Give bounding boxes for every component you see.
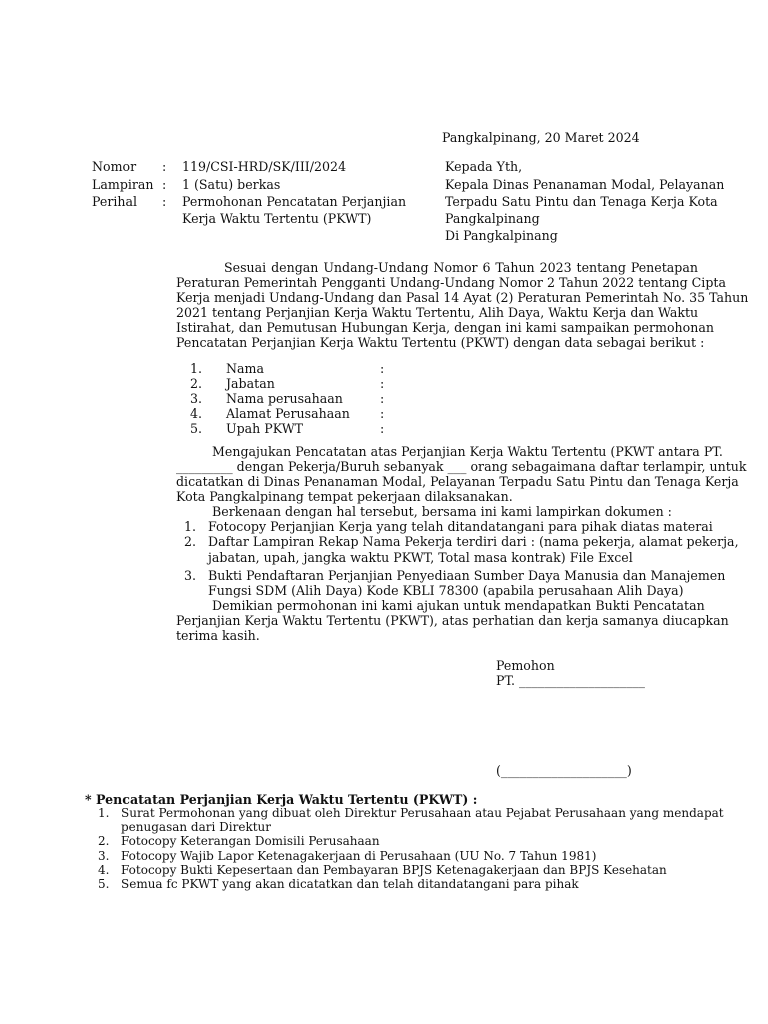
field-label: Nama xyxy=(226,361,264,376)
intro-line: Istirahat, dan Pemutusan Hubungan Kerja, dengan ini kami sampaikan permohonan xyxy=(176,320,714,335)
signature-company: PT. ____________________ xyxy=(496,673,645,688)
meta-label-nomor: Nomor xyxy=(92,159,137,174)
meta-sep: : xyxy=(162,177,167,192)
field-number: 1. xyxy=(190,361,203,376)
intro-line: 2021 tentang Perjanjian Kerja Waktu Tertentu, Alih Daya, Waktu Kerja dan Waktu xyxy=(176,305,699,320)
intro-line: Peraturan Pemerintah Pengganti Undang-Undang Nomor 2 Tahun 2022 tentang Cipta xyxy=(176,275,726,290)
intro-line: Sesuai dengan Undang-Undang Nomor 6 Tahun 2023 tentang Penetapan xyxy=(224,260,698,275)
field-sep: : xyxy=(380,406,385,421)
field-sep: : xyxy=(380,376,385,391)
document-line: Bukti Pendaftaran Perjanjian Penyediaan Sumber Daya Manusia dan Manajemen xyxy=(208,568,726,583)
note-line: Fotocopy Wajib Lapor Ketenagakerjaan di Perusahaan (UU No. 7 Tahun 1981) xyxy=(121,849,597,863)
document-line: jabatan, upah, jangka waktu PKWT, Total masa kontrak) File Excel xyxy=(208,550,633,565)
recipient-line: Terpadu Satu Pintu dan Tenaga Kerja Kota xyxy=(445,194,718,209)
submission-line: Kota Pangkalpinang tempat pekerjaan dilaksanakan. xyxy=(176,489,513,504)
meta-value-perihal: Permohonan Pencatatan Perjanjian xyxy=(182,194,407,209)
field-sep: : xyxy=(380,421,385,436)
note-heading: * Pencatatan Perjanjian Kerja Waktu Tertentu (PKWT) : xyxy=(85,792,478,807)
field-label: Nama perusahaan xyxy=(226,391,343,406)
meta-label-lampiran: Lampiran xyxy=(92,177,154,192)
field-label: Alamat Perusahaan xyxy=(226,406,350,421)
recipient-line: Pangkalpinang xyxy=(445,211,540,226)
submission-line: _________ dengan Pekerja/Buruh sebanyak ___ orang sebagaimana daftar terlampir, untuk xyxy=(176,459,747,474)
field-label: Upah PKWT xyxy=(226,421,304,436)
closing-line: Demikian permohonan ini kami ajukan untuk mendapatkan Bukti Pencatatan xyxy=(212,598,705,613)
attachment-intro: Berkenaan dengan hal tersebut, bersama ini kami lampirkan dokumen : xyxy=(212,504,672,519)
note-number: 4. xyxy=(98,863,110,877)
document-line: Fotocopy Perjanjian Kerja yang telah ditandatangani para pihak diatas materai xyxy=(208,519,713,534)
document-line: Daftar Lampiran Rekap Nama Pekerja terdiri dari : (nama pekerja, alamat pekerja, xyxy=(208,534,739,549)
note-number: 2. xyxy=(98,834,110,848)
meta-value-perihal-line2: Kerja Waktu Tertentu (PKWT) xyxy=(182,211,372,226)
meta-sep: : xyxy=(162,159,167,174)
field-number: 5. xyxy=(190,421,203,436)
document-number: 2. xyxy=(184,534,197,549)
field-sep: : xyxy=(380,361,385,376)
field-number: 2. xyxy=(190,376,203,391)
note-number: 1. xyxy=(98,806,110,820)
meta-value-nomor: 119/CSI-HRD/SK/III/2024 xyxy=(182,159,347,174)
document-number: 1. xyxy=(184,519,197,534)
note-line: Fotocopy Bukti Kepesertaan dan Pembayaran BPJS Ketenagakerjaan dan BPJS Kesehatan xyxy=(121,863,667,877)
document-number: 3. xyxy=(184,568,197,583)
note-line: Fotocopy Keterangan Domisili Perusahaan xyxy=(121,834,380,848)
closing-line: Perjanjian Kerja Waktu Tertentu (PKWT), atas perhatian dan kerja samanya diucapkan xyxy=(176,613,729,628)
field-sep: : xyxy=(380,391,385,406)
field-number: 3. xyxy=(190,391,203,406)
intro-line: Kerja menjadi Undang-Undang dan Pasal 14 Ayat (2) Peraturan Pemerintah No. 35 Tahun xyxy=(176,290,749,305)
submission-line: dicatatkan di Dinas Penanaman Modal, Pelayanan Terpadu Satu Pintu dan Tenaga Kerja xyxy=(176,474,739,489)
submission-line: Mengajukan Pencatatan atas Perjanjian Kerja Waktu Tertentu (PKWT antara PT. xyxy=(212,444,723,459)
meta-value-lampiran: 1 (Satu) berkas xyxy=(182,177,281,192)
field-label: Jabatan xyxy=(226,376,275,391)
closing-line: terima kasih. xyxy=(176,628,260,643)
note-line: penugasan dari Direktur xyxy=(121,820,272,834)
place-date: Pangkalpinang, 20 Maret 2024 xyxy=(442,130,640,145)
recipient-line: Kepada Yth, xyxy=(445,159,523,174)
field-number: 4. xyxy=(190,406,203,421)
document-line: Fungsi SDM (Alih Daya) Kode KBLI 78300 (apabila perusahaan Alih Daya) xyxy=(208,583,684,598)
recipient-line: Di Pangkalpinang xyxy=(445,228,558,243)
recipient-line: Kepala Dinas Penanaman Modal, Pelayanan xyxy=(445,177,725,192)
note-number: 3. xyxy=(98,849,110,863)
meta-sep: : xyxy=(162,194,167,209)
note-line: Surat Permohonan yang dibuat oleh Direktur Perusahaan atau Pejabat Perusahaan yang mendapat xyxy=(121,806,724,820)
signature-name: (____________________) xyxy=(496,763,632,778)
meta-label-perihal: Perihal xyxy=(92,194,138,209)
note-number: 5. xyxy=(98,877,110,891)
signature-title: Pemohon xyxy=(496,658,555,673)
intro-line: Pencatatan Perjanjian Kerja Waktu Tertentu (PKWT) dengan data sebagai berikut : xyxy=(176,335,705,350)
note-line: Semua fc PKWT yang akan dicatatkan dan telah ditandatangani para pihak xyxy=(121,877,579,891)
